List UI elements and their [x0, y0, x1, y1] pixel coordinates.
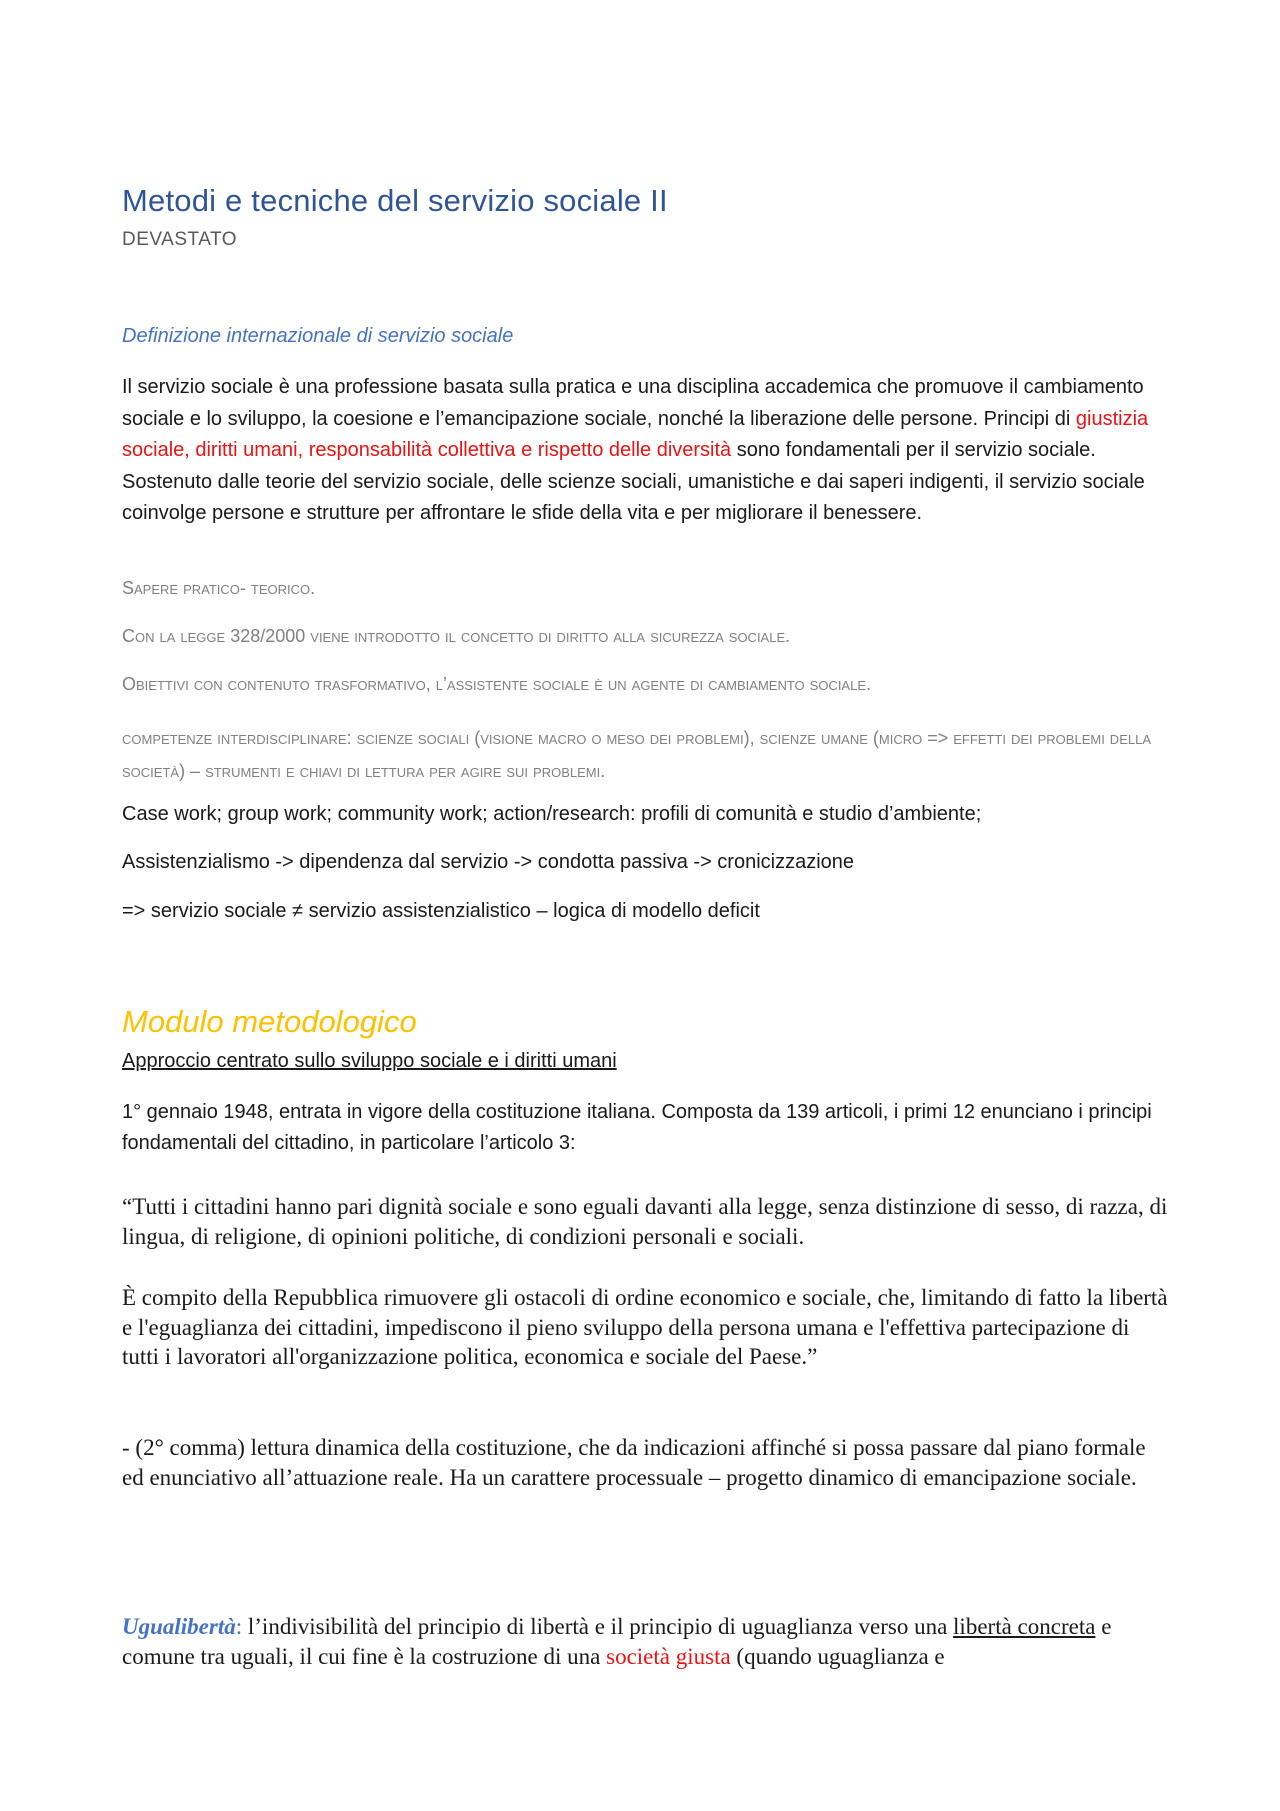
intro-highlight: giustizia sociale, diritti umani, responsabilità collettiva e rispetto delle diversità: [122, 407, 1149, 461]
module-heading: Modulo metodologico: [122, 1004, 417, 1039]
quote-article3-part2: È compito della Repubblica rimuovere gli ostacoli di ordine economico e sociale, che, limitando di fatto la libertà e l'eguaglianza dei cittadini, impediscono il pieno sviluppo della persona umana e l'effettiva partecipazione di tutti i lavoratori all'organizzazione politica, economica e sociale del Paese.”: [122, 1285, 1168, 1369]
ugualiberta-paragraph: [122, 1612, 1172, 1671]
note-legge: Con la legge 328/2000 viene introdotto il concetto di diritto alla sicurezza sociale.: [122, 626, 791, 646]
ugualiberta-colon: :: [235, 1614, 243, 1639]
ugualiberta-term: Ugualibertà: [122, 1614, 236, 1639]
intro-text-part2: sono fondamentali per il servizio sociale. Sostenuto dalle teorie del servizio sociale, delle scienze sociali, umanistiche e dai saperi indigenti, il servizio sociale coinvolge persone e strutture per affrontare le sfide della vita e per migliorare il benessere.: [122, 439, 1145, 524]
ugualiberta-text1: l’indivisibilità del principio di libertà e il principio di uguaglianza verso una: [242, 1614, 954, 1639]
line-servizio-sociale: => servizio sociale ≠ servizio assistenzialistico – logica di modello deficit: [122, 900, 760, 922]
intro-paragraph: [122, 372, 1172, 530]
line-casework: Case work; group work; community work; action/research: profili di comunità e studio d’ambiente;: [122, 803, 982, 825]
document-subtitle: DEVASTATO: [122, 229, 238, 250]
ugualiberta-text2: e comune tra uguali, il cui fine è la costruzione di una: [122, 1614, 1112, 1669]
intro-text-part1: Il servizio sociale è una professione basata sulla pratica e una disciplina accademica che promuove il cambiamento sociale e lo sviluppo, la coesione e l’emancipazione sociale, nonché la liberazione delle persone. Principi di: [122, 376, 1144, 430]
note-obiettivi: Obiettivi con contenuto trasformativo, l’assistente sociale è un agente di cambiamento sociale.: [122, 674, 872, 694]
quote-article3-part1: “Tutti i cittadini hanno pari dignità sociale e sono eguali davanti alla legge, senza distinzione di sesso, di razza, di lingua, di religione, di opinioni politiche, di condizioni personali e sociali.: [122, 1194, 1168, 1249]
ugualiberta-text3: (quando uguaglianza e: [730, 1643, 945, 1669]
ugualiberta-red: società giusta: [606, 1643, 731, 1669]
comma-note: - (2° comma) lettura dinamica della costituzione, che da indicazioni affinché si possa passare dal piano formale ed enunciativo all’attuazione reale. Ha un carattere processuale – progetto dinamico di emancipazione sociale.: [122, 1435, 1146, 1490]
line-assistenzialismo: Assistenzialismo -> dipendenza dal servizio -> condotta passiva -> cronicizzazione: [122, 851, 855, 873]
note-competenze: competenze interdisciplinare: scienze sociali (visione macro o meso dei problemi), scienze umane (micro => effetti dei problemi della società) – strumenti e chiavi di lettura per agire sui problemi.: [122, 728, 1151, 781]
document-title: Metodi e tecniche del servizio sociale II: [122, 183, 668, 218]
ugualiberta-underlined: libertà concreta: [953, 1614, 1096, 1639]
note-sapere: Sapere pratico- teorico.: [122, 578, 316, 598]
paragraph-costituzione: 1° gennaio 1948, entrata in vigore della costituzione italiana. Composta da 139 articoli, i primi 12 enunciano i principi fondamentali del cittadino, in particolare l’articolo 3:: [122, 1101, 1152, 1154]
module-subheading: Approccio centrato sullo sviluppo sociale e i diritti umani: [122, 1050, 617, 1072]
section-heading-definizione: Definizione internazionale di servizio sociale: [122, 325, 514, 347]
